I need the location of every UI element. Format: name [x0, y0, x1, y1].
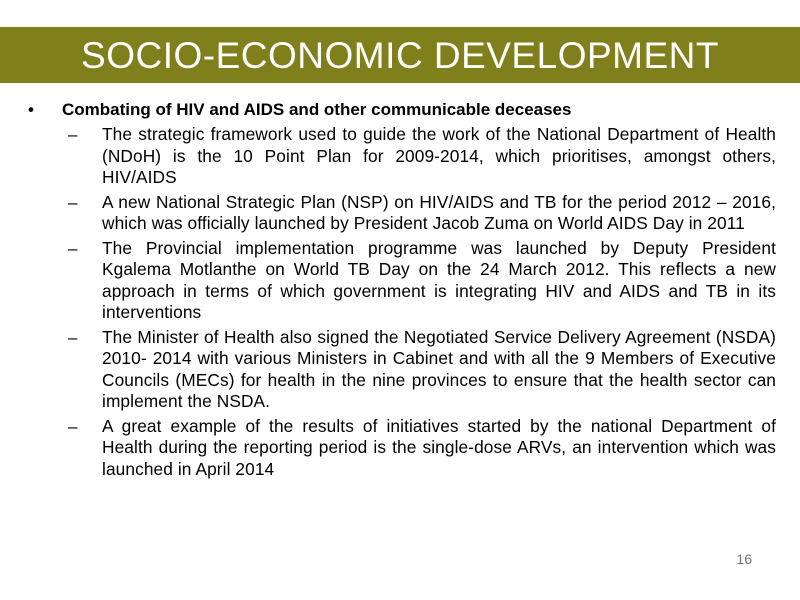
- slide-title: SOCIO-ECONOMIC DEVELOPMENT: [81, 35, 719, 76]
- sub-bullet-text: The Provincial implementation programme was launched by Deputy President Kgalema Motlanthe on World TB Day on the 24 March 2012. This reflects a new approach in terms of which government is integrating HIV and AIDS and TB in its interventions: [102, 237, 776, 322]
- sub-bullet-item: [28, 124, 776, 189]
- sub-bullet-text: The strategic framework used to guide the work of the National Department of Health (NDoH) is the 10 Point Plan for 2009-2014, which prioritises, amongst others, HIV/AIDS: [102, 124, 776, 187]
- main-bullet: [28, 98, 776, 122]
- dash-icon: –: [68, 327, 78, 347]
- slide-content: [28, 98, 776, 483]
- sub-bullet-item: [28, 238, 776, 324]
- dash-icon: –: [68, 125, 78, 144]
- sub-bullet-item: [28, 327, 776, 413]
- sub-bullet-item: [28, 192, 776, 235]
- main-bullet-text: Combating of HIV and AIDS and other communicable deceases: [62, 100, 572, 119]
- dash-icon: –: [68, 238, 78, 258]
- dash-icon: –: [68, 416, 78, 436]
- title-bar: [0, 27, 800, 83]
- sub-bullet-text: A new National Strategic Plan (NSP) on HIV/AIDS and TB for the period 2012 – 2016, which was officially launched by President Jacob Zuma on World AIDS Day in 2011: [102, 191, 776, 233]
- sub-bullet-list: [28, 124, 776, 480]
- sub-bullet-text: A great example of the results of initiatives started by the national Department of Health during the reporting period is the single-dose ARVs, an intervention which was launched in April 2014: [102, 415, 776, 479]
- sub-bullet-text: The Minister of Health also signed the Negotiated Service Delivery Agreement (NSDA) 2010- 2014 with various Ministers in Cabinet and with all the 9 Members of Executive Councils (MECs) for health in the nine provinces to ensure that the health sector can implement the NSDA.: [102, 326, 776, 411]
- bullet-icon: •: [28, 100, 34, 119]
- dash-icon: –: [68, 192, 78, 212]
- page-number: 16: [736, 551, 752, 567]
- sub-bullet-item: [28, 416, 776, 481]
